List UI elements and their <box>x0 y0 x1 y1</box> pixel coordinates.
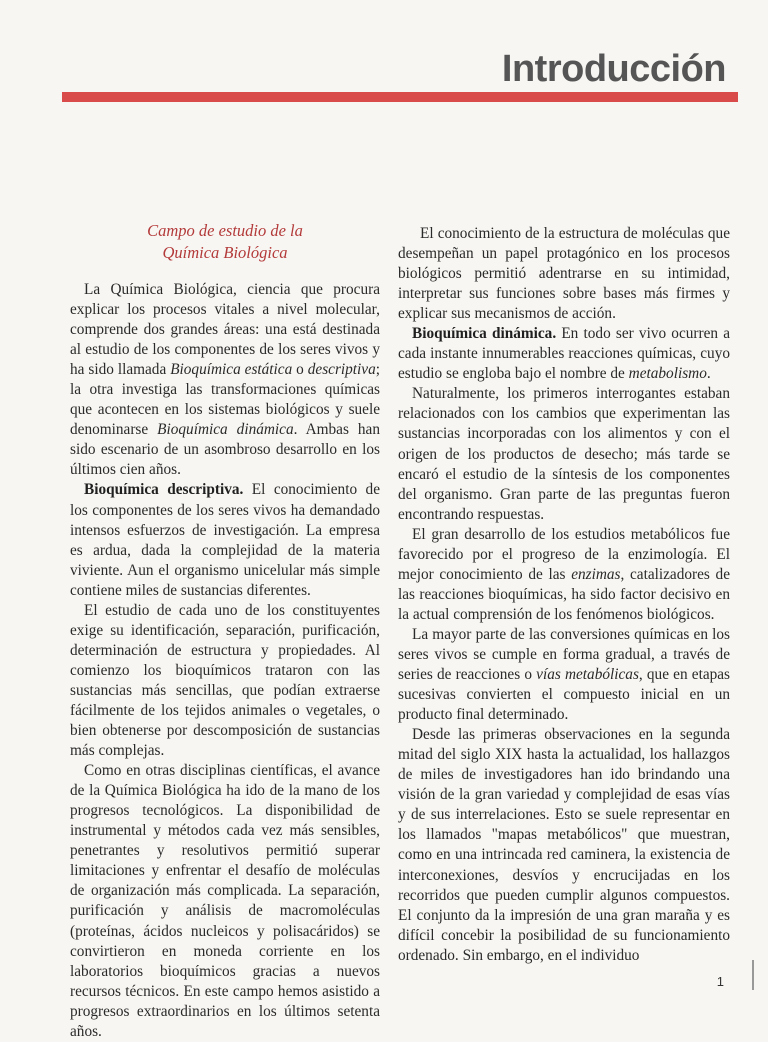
chapter-title: Introducción <box>501 48 726 90</box>
paragraph: El estudio de cada uno de los constituyentes exige su identificación, separación, purificación, determinación de estructura y propiedades. Al comienzo los bioquímicos trataron con las sustancias más sencillas, que podían extraerse fácilmente de los tejidos animales o vegetales, o bien obtenerse por descomposición de sustancias más complejas. <box>70 601 380 760</box>
right-column <box>398 224 730 966</box>
title-rule <box>62 92 738 102</box>
paragraph: La Química Biológica, ciencia que procura explicar los procesos vitales a nivel molecular, comprende dos grandes áreas: una está destinada al estudio de los componentes de los seres vivos y ha sido llamada Bioquímica estática o descriptiva; la otra investiga las transformaciones químicas que acontecen en los sistemas biológicos y suele denominarse Bioquímica dinámica. Ambas han sido escenario de un asombroso desarrollo en los últimos cien años. <box>70 281 380 479</box>
paragraph: El conocimiento de la estructura de moléculas que desempeñan un papel protagónico en los procesos biológicos permitió adentrarse en su intimidad, interpretar sus funciones sobre bases más firmes y explicar sus mecanismos de acción. <box>398 225 730 323</box>
paragraph: Bioquímica dinámica. En todo ser vivo ocurren a cada instante innumerables reacciones químicas, cuyo estudio se engloba bajo el nombre de metabolismo. <box>398 325 730 383</box>
paragraph: Como en otras disciplinas científicas, el avance de la Química Biológica ha ido de la mano de los progresos tecnológicos. La disponibilidad de instrumental y métodos cada vez más sensibles, penetrantes y resolutivos permitió superar limitaciones y enfrentar el desafío de moléculas de organización más complicada. La separación, purificación y análisis de macromoléculas (proteínas, ácidos nucleicos y polisacáridos) se convirtieron en moneda corriente en los laboratorios bioquímicos gracias a nuevos recursos técnicos. En este campo hemos asistido a progresos extraordinarios en los últimos setenta años. <box>70 762 380 1040</box>
section-heading <box>70 220 380 264</box>
left-column <box>70 220 380 1042</box>
paragraph: Bioquímica descriptiva. El conocimiento de los componentes de los seres vivos ha demandado intensos esfuerzos de investigación. La empresa es ardua, dada la complejidad de la materia viviente. Aun el organismo unicelular más simple contiene miles de sustancias diferentes. <box>70 481 380 599</box>
subheading: Bioquímica descriptiva. <box>84 481 244 499</box>
paragraph: El gran desarrollo de los estudios metabólicos fue favorecido por el progreso de la enzimología. El mejor conocimiento de las enzimas, catalizadores de las reacciones bioquímicas, ha sido factor decisivo en la actual comprensión de los fenómenos biológicos. <box>398 525 730 623</box>
paragraph: Naturalmente, los primeros interrogantes estaban relacionados con los cambios que experimentan las sustancias incorporadas con los alimentos y con el origen de los productos de desecho; más tarde se encaró el estudio de la síntesis de los componentes del organismo. Gran parte de las preguntas fueron encontrando respuestas. <box>398 385 730 523</box>
paragraph: La mayor parte de las conversiones químicas en los seres vivos se cumple en forma gradual, a través de series de reacciones o vías metabólicas, que en etapas sucesivas convierten el compuesto inicial en un producto final determinado. <box>398 625 730 724</box>
page-edge <box>752 960 754 990</box>
page-number: 1 <box>716 974 724 989</box>
subheading: Bioquímica dinámica. <box>412 325 557 343</box>
section-heading-line2: Química Biológica <box>162 243 288 262</box>
section-heading-line1: Campo de estudio de la <box>147 221 303 240</box>
paragraph: Desde las primeras observaciones en la segunda mitad del siglo XIX hasta la actualidad, los hallazgos de miles de investigadores han ido brindando una visión de la gran variedad y complejidad de esas vías y de sus interrelaciones. Esto se suele representar en los llamados "mapas metabólicos" que muestran, como en una intrincada red caminera, la existencia de interconexiones, desvíos y encrucijadas en los recorridos que pueden cumplir algunos compuestos. El conjunto da la impresión de una gran maraña y es difícil concebir la posibilidad de su funcionamiento ordenado. Sin embargo, en el individuo <box>398 726 730 964</box>
